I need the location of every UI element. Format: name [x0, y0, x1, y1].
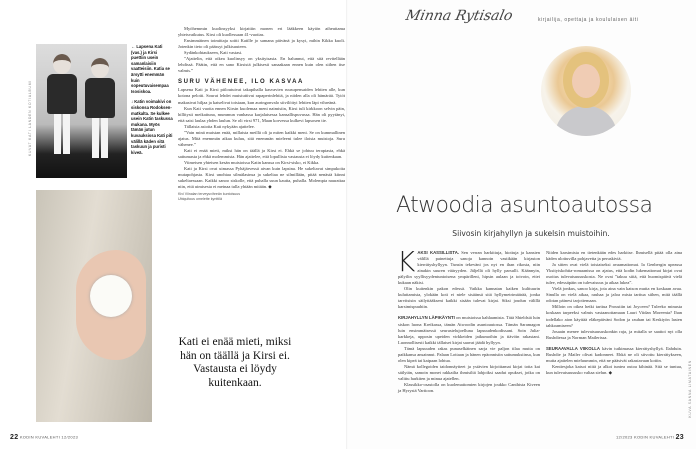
- paragraph: Olin kuitenkin pakon edessä. Vaikka kannatan kaiken kulttuurin kuluttamista, ylokään koti ei niele sisäänsä sitä hyllymetrimäärää, jonka tarvitsisin säilyttääkseni kaikki sisään tulevat kirjat. Siksi joudun välillä karsimispuuhiin.: [398, 286, 540, 310]
- page-number: 23: [675, 434, 684, 441]
- lead-in: SEURAAVALLA VIIKOLLA: [546, 345, 600, 351]
- footer-right: [616, 434, 684, 441]
- magazine-issue: 12/2023 KODIN KUVALEHTI: [616, 434, 675, 440]
- caption-stone: ↓ Katin voimakivi on siskonsa Rodoksen-matkalta. Se kulkee usein Katin taskussa mukana. Myös tämän jutun kuvauksissa Kati piti välillä käden sitä taskuun ja puristi kiveä.: [131, 99, 173, 155]
- page-number: 22: [10, 434, 19, 441]
- author-signature: Minna Rytisalo: [404, 8, 515, 24]
- photo-caption: [131, 44, 173, 155]
- paragraph: Sen verran harkittuja, hiottuja ja kansien välillä painettuja sanoja kannoin vastikään kirjaston kierrätyshyllyyn. Tunsin tekeväni jos nyt en ihan rikosta, niin ainakin suuren vääryyden. Jäljellä oli hylly parsulli. Käännyin, pälyilin syyllisyydentuntoisena ympärilleni, hipsin aulaan ja toivoin, ettei kukaan näkisi.: [398, 250, 540, 286]
- paragraph: Myöhemmin kuolinsyyksi kirjattiin monen eri lääkkeen käytön aiheuttama yhteisvaikutus. Kirsi oli kuollessaan 41-vuotias.: [178, 26, 345, 38]
- paragraph: Milloin on oikea hetki tarttua Proustiin tai Joyceen? Tuleeko minusta koskaan tarpeeksi valmis vastaanottamaan Lauri Viidan Moreenia? Ihan todellako aion käyttää eläkepäiväni Sodon ja rauhan tai Keskiyön lasten tahkoamiseen?: [546, 304, 682, 328]
- section-heading: SURU VÄHENEE, ILO KASVAA: [178, 79, 304, 86]
- paragraph: Ensimmäinen toimittaja soitti Katille jo samana päivänä ja kysyi, mihin Kikka kuoli. Jotenkin tieto oli päässyt julkisuuteen.: [178, 38, 345, 50]
- author-portrait: [541, 46, 631, 136]
- author-role: kirjailija, opettaja ja koululaisen äiti: [538, 17, 639, 23]
- hand-holding-stone-photo: [36, 190, 152, 422]
- product-credit: Kivi Viinalan terveysvihreän kuntoisuus: [178, 192, 241, 197]
- pull-quote: Kati ei enää mieti, miksi hän on täällä ja Kirsi ei. Vastausta ei löydy kuitenkaan.: [178, 336, 292, 389]
- paragraph: ”Vain minä muistan enää, millaista meillä oli ja miten kaikki meni. Se on kummallinen ajatus. Mitä enemmän aikaa kuluu, sitä enemmän mieleeni tulee iloisia muistoja. Suru vähenee.”: [178, 129, 345, 147]
- article-subtitle: Siivosin kirjahyllyn ja sukelsin muistoihin.: [452, 229, 610, 238]
- paragraph: Nämä kollegoiden taidonnäytteet ja ystävien kirjoittamat kirjat totta kai säilytän, samoin monet rakkailta ihmisiltä lahjoiksi saadut opukset, jotka on valittu harkiten ja minua ajatellen.: [398, 363, 540, 381]
- drop-cap: K: [397, 245, 416, 278]
- paragraph: Ja sitten ovat vielä toistaiseksi avaamattomat. Ia Genbergin upeassa Yksityiskohtia-romaanissa on ajatus, että kodin lukemattomat kirjat ovat osoitus tulevaisuususkosta. Ne ovat ”takuu siitä, että huomispäivä vielä tulee, edessäpäin on tulevaisuus ja aikaa lukea”.: [546, 262, 682, 286]
- paragraph: ”Ajattelin, että oikea kuolinsyy on yksityisasia. En halunnut, että sitä revitellään lehdissä. Päätin, että en sano Kirsistä julkisesti sanaakaan ennen kuin olen siihen itse valmis.”: [178, 56, 345, 74]
- product-credit: Ubiquitous omelette kynttilä: [178, 197, 222, 202]
- article-column-2: [546, 250, 682, 376]
- paragraph: Josaain menee tulevaisuususkonkin raja, ja mitalla se saattoi nyt olla Rushdiessa ja Norman Mailerissa.: [546, 328, 682, 340]
- paragraph: Lapsena Kati ja Kirsi piiloutuivat takapihalla kasvavien ruusupensaiden lehtien alle, kun kotona pelotti. Sourut lehdet muistuttivat rapaperinlehtiä, ja niiden alla oli hämärää. Tyiöt makasivat hiljaa ja katselivat toisiaan, kun auringonvalo siivilöityi lehtien läpi vihreänä.: [178, 87, 345, 105]
- paragraph: Sydänkohtaukseen, Kati vastasi.: [184, 50, 243, 56]
- paragraph: Kun Kati vuotta ennen Kirsin kuolemaa meni naimisiin, Kirsi tuli kirkkoon selvin päin, hillitysti meikattuna, mummun vanhassa karjalaisessa kansallispuvussa. Hän oli pyytänyt, että saisi laulaa yhden laulun. Se oli virsi 971, Maan korvessa kulkevi lapsosen tie.: [178, 105, 345, 123]
- right-page: [348, 0, 696, 449]
- footer-left: [10, 434, 78, 441]
- childhood-twins-photo: [36, 44, 127, 178]
- paragraph: Tällaisia asioita Kati nykyään ajattelee.: [184, 123, 255, 129]
- article-title: Atwoodia asuntoautossa: [396, 193, 653, 218]
- photo-credit: KUVA SANNA LIMATAINEN: [688, 360, 692, 418]
- article-column-1: [397, 245, 540, 394]
- magazine-issue: KODIN KUVALEHTI 12/2023: [19, 434, 78, 440]
- caption-twins: ← Lapsena Kati (vas.) ja Kirsi puettiin usein samanlaisiin vaatteisiin. Katia se ärsytti enemmän kuin sopeutuvaisempaa Isosiskoa.: [131, 44, 170, 94]
- paragraph: on muistoissa kahlaamista. Tätä Shieldsiä luin siskon luona Kreikassa, tämän Atwoodin asuntoautossa. Tämän Saramagon luin ensimmäisessä seurustelujoelluna lapsuudenkodissani. Soin Julia-karkkeja, upposin upeiden virkkeiden jatkumoihin ja tiävöin rakastani. Luonnollisesti kaikki tällaiset kirjat saavat jäädä hyllyyn.: [398, 315, 540, 345]
- lead-in: KIRJAHYLLYN LÄPIKÄYNTI: [398, 315, 455, 321]
- lead-in: AKSI KASSILLISTA.: [417, 250, 460, 255]
- paragraph: Kentiesjoka katsoi niitä ja alkoi tuntea outoa kihinää. Sitä se tuntua, kun tulevaisuususko valtaa sielun. ◆: [546, 363, 682, 375]
- paragraph: kävin tutkimassa kierrätyshyllyä. Ilahduin. Rushdie ja Mailer olivat kadonneet. Ehkä ne oli siivottu kierrätykseen, mutta ajattelen mieluummin, että ne pääsivät rakastavaan kotiin.: [546, 345, 682, 363]
- paragraph: Kati ei enää mieti, miksi hän on täällä ja Kirsi ei. Ehkä se johtuu terapiasta, ehkä sattumasta ja ehkä molemmista. Hän ajattelee, että lopullista vastausta ei löydy kuitenkaan.: [178, 147, 345, 159]
- photo-credit: KUVAT KATI LANDEN KOTIALBUMI: [28, 80, 32, 157]
- article-column: [178, 26, 345, 202]
- paragraph: Niiden karsimista en tietenkään edes harkitse. Ihmisellä pitää olla aina käden ulottuvilla pohjavetta ja peruskiviä.: [546, 250, 682, 262]
- paragraph: Klassikko-osastolla on kuolemattomien kirjojen joukko Canthista Kiveen ja Hyrystä Vartioon.: [398, 381, 540, 394]
- paragraph: Vielä jonkus, sanoo kirja, jota aina vain katson mutta en koskaan avaa. Sinulla on vielä aikaa, rauhaa ja jaloa mista tarttua siihen, mitä täällä odotan päinesi tarjottemaan.: [546, 286, 682, 304]
- paragraph: Tämä lapsuuden rakas punaselkäinen sarja vie paljon tilaa mutta on paikkansa ansainnut. Palaan Lottaan ja hänen epäonnisiin sattumuksiinsa, kun olen kipeä tai kaipaan lohtua.: [398, 345, 540, 363]
- paragraph: Kati ja Kirsi ovat uimassa Pyhäjärvessä aivan kuin lapsina. He sukeltavat simpukoita mutapohjasta. Kirsi unohtaa silmälasinsa ja sukeltaa ne silmillään, pitää nenästä kiinni sukeltaessaan. Kaikki sanoo siskolle, että puhalla suun kautta, puhalla. Molempia naurattaa niin, että uimisesta ei meinaa tulla yhtään mitään. ◆: [178, 166, 345, 190]
- paragraph: Viimeisen yhteisen kesän muistoissa Katin kanssa on Kirsi-sisko, ei Kikka.: [184, 159, 320, 165]
